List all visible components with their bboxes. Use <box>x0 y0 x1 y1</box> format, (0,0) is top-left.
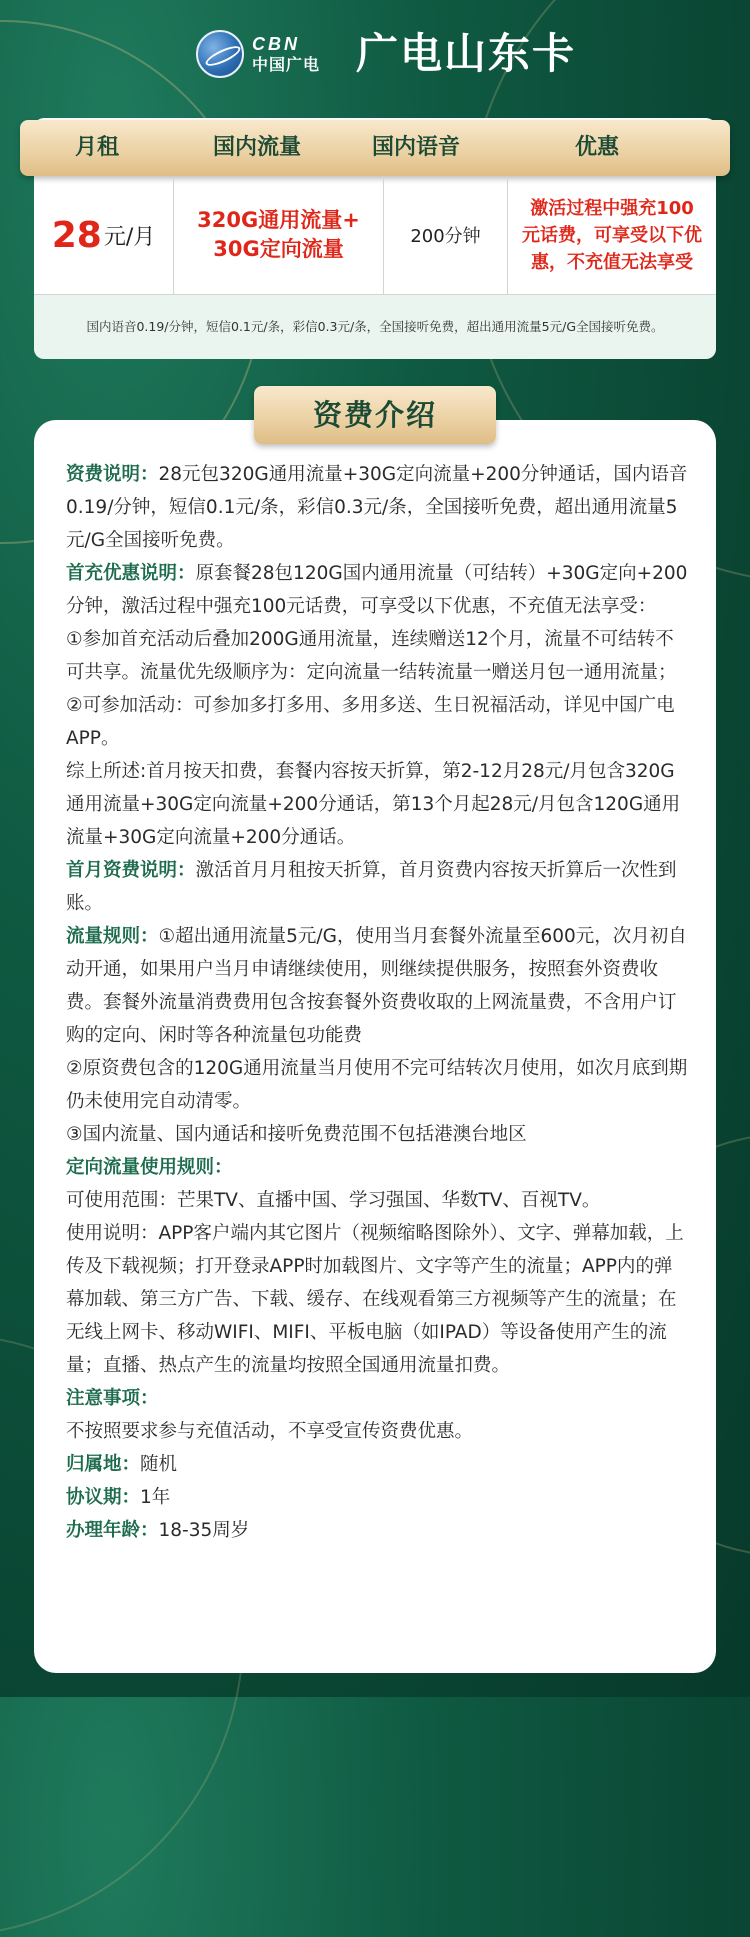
home-text: 随机 <box>140 1454 178 1475</box>
home-label: 归属地： <box>66 1454 141 1475</box>
cell-data <box>174 176 384 294</box>
header-data: 国内流量 <box>212 135 301 160</box>
voice-minutes: 200分钟 <box>410 226 481 247</box>
notice-label: 注意事项： <box>66 1388 159 1409</box>
first-charge-label: 首充优惠说明： <box>66 563 196 584</box>
term-text: 1年 <box>140 1487 171 1508</box>
page-header <box>0 20 750 92</box>
page-title: 广电山东卡 <box>356 29 577 78</box>
flow-rule-section <box>66 920 688 1052</box>
flow-rule-item-2: ②原资费包含的120G通用流量当月使用不完可结转次月使用，如次月底到期仍未使用完自动清零。 <box>66 1058 688 1112</box>
first-month-section <box>66 854 688 920</box>
fee-section <box>66 458 688 557</box>
first-month-label: 首月资费说明： <box>66 860 196 881</box>
cbn-logo-icon <box>196 30 244 78</box>
flow-rule-item-3: ③国内流量、国内通话和接听免费范围不包括港澳台地区 <box>66 1124 527 1145</box>
price-number: 28 <box>51 214 102 256</box>
summary-text: 综上所述:首月按天扣费，套餐内容按天折算，第2-12月28元/月包含320G通用流量+30G定向流量+200分通话，第13个月起28元/月包含120G通用流量+30G定向流量+200分通话。 <box>66 761 681 848</box>
promo-line-1: 激活过程中强充100 <box>530 197 694 219</box>
flow-rule-label: 流量规则： <box>66 926 159 947</box>
term-section <box>66 1481 688 1514</box>
cbn-logo-text <box>252 34 328 78</box>
first-charge-item-2: ②可参加活动：可参加多打多用、多用多送、生日祝福活动，详见中国广电APP。 <box>66 695 675 749</box>
pricing-table <box>34 118 716 358</box>
pricing-row <box>34 176 716 294</box>
promo-line-3: 惠，不充值无法享受 <box>531 251 693 273</box>
first-month-text: 激活首月月租按天折算，首月资费内容按天折算后一次性到账。 <box>66 860 677 914</box>
pricing-table-header <box>20 120 730 176</box>
flow-rule-text: ①超出通用流量5元/G，使用当月套餐外流量至600元，次月初自动开通，如果用户当月申请继续使用，则继续提供服务，按照套外资费收费。套餐外流量消费费用包含按套餐外资费收取的上网流量费，不含用户订购的定向、闲时等各种流量包功能费 <box>66 926 687 1046</box>
cell-monthly-fee <box>34 176 174 294</box>
promo-line-2: 元话费，可享受以下优 <box>522 224 702 246</box>
cell-promotion <box>508 176 716 294</box>
header-monthly-fee: 月租 <box>74 135 119 160</box>
directed-usage: 使用说明：APP客户端内其它图片（视频缩略图除外）、文字、弹幕加载，上传及下载视频；打开登录APP时加载图片、文字等产生的流量；APP内的弹幕加载、第三方广告、下载、缓存、在线观看第三方视频等产生的流量；在无线上网卡、移动WIFI、MIFI、平板电脑（如IPAD）等设备使用产生的流量；直播、热点产生的流量均按照全国通用流量扣费。 <box>66 1223 684 1376</box>
first-charge-section <box>66 557 688 623</box>
fee-label: 资费说明： <box>66 464 159 485</box>
data-line-1: 320G通用流量+ <box>197 208 360 232</box>
logo-chinese-name: 中国广电 <box>252 55 321 74</box>
header-voice: 国内语音 <box>371 135 460 160</box>
intro-content <box>66 458 688 1547</box>
notice-text: 不按照要求参与充值活动，不享受宣传资费优惠。 <box>66 1421 474 1442</box>
directed-scope: 可使用范围：芒果TV、直播中国、学习强国、华数TV、百视TV。 <box>66 1190 601 1211</box>
age-section <box>66 1514 688 1547</box>
price-unit: 元/月 <box>103 224 156 250</box>
first-charge-text: 原套餐28包120G国内通用流量（可结转）+30G定向+200分钟，激活过程中强充100元话费，可享受以下优惠，不充值无法享受： <box>66 563 688 617</box>
header-promotion: 优惠 <box>574 135 619 160</box>
logo-cbn: CBN <box>252 34 300 54</box>
cell-voice <box>384 176 508 294</box>
pricing-footnote: 国内语音0.19/分钟，短信0.1元/条，彩信0.3元/条，全国接听免费，超出通用流量5元/G全国接听免费。 <box>34 294 716 359</box>
directed-rule-label: 定向流量使用规则： <box>66 1157 233 1178</box>
age-text: 18-35周岁 <box>158 1520 250 1541</box>
data-line-2: 30G定向流量 <box>213 237 344 261</box>
age-label: 办理年龄： <box>66 1520 159 1541</box>
first-charge-item-1: ①参加首充活动后叠加200G通用流量，连续赠送12个月，流量不可结转不可共享。流量优先级顺序为：定向流量一结转流量一赠送月包一通用流量； <box>66 629 677 683</box>
term-label: 协议期： <box>66 1487 141 1508</box>
fee-text: 28元包320G通用流量+30G定向流量+200分钟通话，国内语音0.19/分钟，短信0.1元/条，彩信0.3元/条，全国接听免费，超出通用流量5元/G全国接听免费。 <box>66 464 688 551</box>
home-section <box>66 1448 688 1481</box>
intro-title: 资费介绍 <box>254 386 496 444</box>
